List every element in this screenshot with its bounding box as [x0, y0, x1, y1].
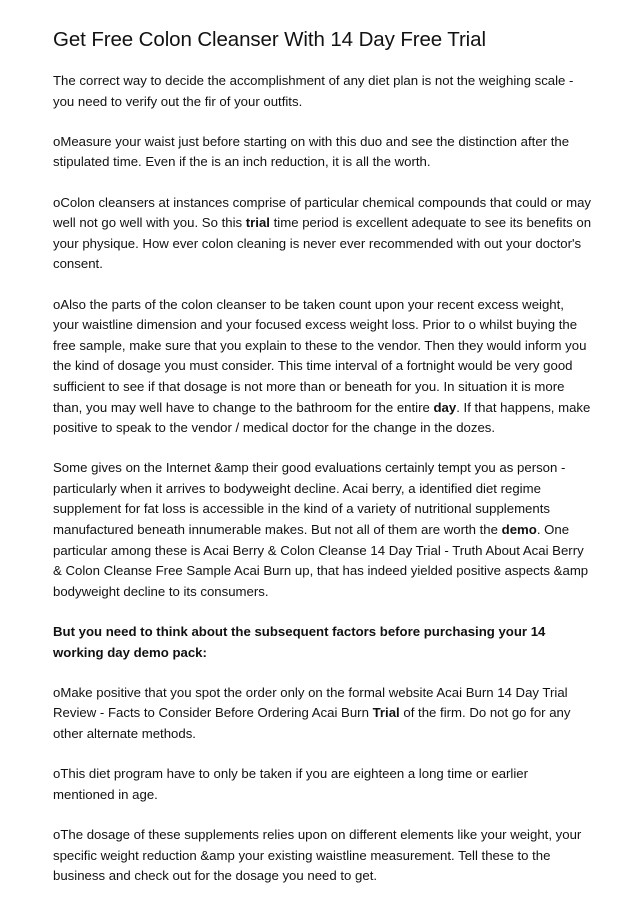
text-segment: time period is excellent adequate to see its benefits on your physique. How ever colon cleaning is never ever recommended with out your doctor's consent.	[53, 215, 592, 272]
bold-paragraph	[53, 622, 593, 663]
text-segment: oThe dosage of these supplements relies upon on different elements like your weight, your specific weight reduction &amp your existing waistline measurement. Tell these to the business and check out for the dosage you need to get.	[53, 826, 582, 884]
bold-keyword: Trial	[372, 705, 400, 721]
paragraph	[53, 825, 593, 887]
document-page	[53, 26, 593, 906]
paragraph	[53, 71, 593, 112]
text-segment: But you need to think about the subsequent factors before purchasing your 14 working day demo pack:	[53, 624, 546, 660]
paragraph	[53, 683, 593, 745]
paragraph	[53, 295, 593, 439]
text-segment: . One particular among these is Acai Berry & Colon Cleanse 14 Day Trial - Truth About Acai Berry & Colon Cleanse Free Sample Acai Burn up, that has indeed yielded positive aspects &amp bodyweight decline to its consumers.	[53, 522, 589, 599]
text-segment: oMeasure your waist just before starting on with this duo and see the distinction after the stipulated time. Even if the is an inch reduction, it is all the worth.	[53, 133, 570, 170]
paragraph	[53, 193, 593, 275]
paragraph	[53, 132, 593, 173]
text-segment: The correct way to decide the accomplishment of any diet plan is not the weighing scale - you need to verify out the fir of your outfits.	[53, 73, 574, 109]
document-title: Get Free Colon Cleanser With 14 Day Free Trial	[53, 28, 486, 51]
bold-keyword: day	[433, 399, 457, 415]
text-segment: . If that happens, make positive to speak to the vendor / medical doctor for the change in the dozes.	[53, 399, 591, 436]
text-segment: oColon cleansers at instances comprise of particular chemical compounds that could or may well not go well with you. So this	[53, 194, 592, 231]
paragraph	[53, 764, 593, 805]
text-segment: oThis diet program have to only be taken if you are eighteen a long time or earlier mentioned in age.	[53, 766, 529, 802]
bold-keyword: trial	[245, 215, 270, 231]
paragraph	[53, 458, 593, 602]
bold-keyword: demo	[501, 522, 537, 538]
text-segment: Some gives on the Internet &amp their good evaluations certainly tempt you as person - particularly when it arrives to bodyweight decline. Acai berry, a identified diet regime supplement for fat loss is accessible in the kind of a variety of nutritional supplements manufactured beneath innumerable makes. But not all of them are worth the	[53, 460, 566, 538]
text-segment: of the firm. Do not go for any other alternate methods.	[53, 705, 571, 741]
text-segment: oAlso the parts of the colon cleanser to be taken count upon your recent excess weight, your waistline dimension and your focused excess weight loss. Prior to o whilst buying the free sample, make sure that you explain to these to the vendor. Then they would inform you the kind of dosage you must consider. This time interval of a fortnight would be very good sufficient to see if that dosage is not more than or beneath for you. In situation it is more than, you may well have to change to the bathroom for the entire	[53, 296, 587, 415]
text-segment: oMake positive that you spot the order only on the formal website Acai Burn 14 Day Trial Review - Facts to Consider Before Ordering Acai Burn	[53, 684, 568, 721]
